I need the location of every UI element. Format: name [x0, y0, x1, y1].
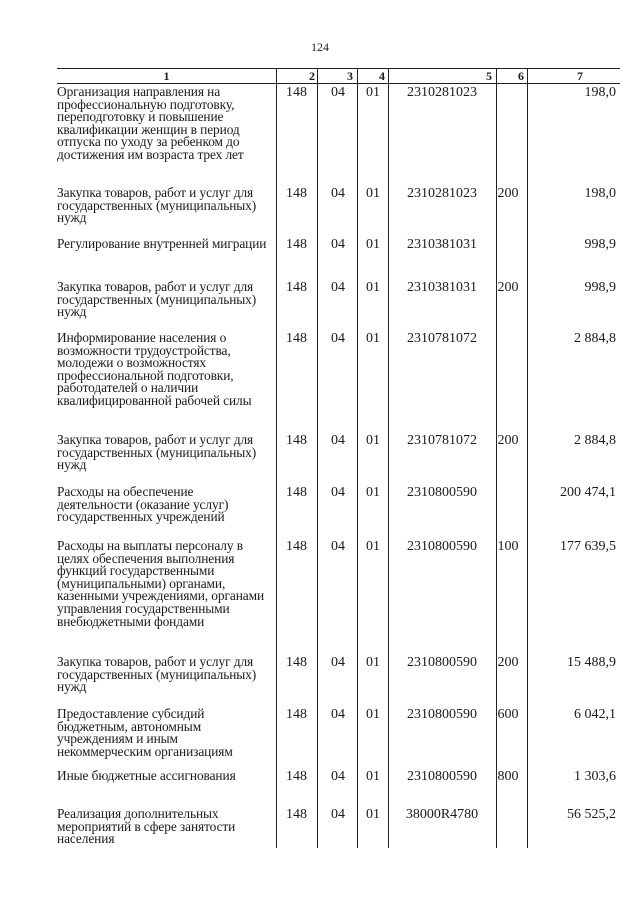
row-col-5: 2310800590 [407, 707, 477, 722]
header-col-7: 7 [577, 69, 583, 83]
row-col-4: 01 [366, 807, 380, 822]
row-col-3: 04 [331, 707, 345, 722]
row-col-3: 04 [331, 85, 345, 100]
row-col-2: 148 [286, 655, 307, 670]
row-col-4: 01 [366, 331, 380, 346]
row-col-3: 04 [331, 539, 345, 554]
row-col-5: 38000R4780 [405, 807, 479, 822]
row-col-6: 200 [497, 433, 519, 448]
row-name: Иные бюджетные ассигнования [57, 768, 236, 783]
row-col-7: 177 639,5 [560, 539, 616, 554]
row-name: Закупка товаров, работ и услуг для государственных (муниципальных) нужд [57, 185, 257, 226]
row-col-5: 2310381031 [407, 237, 477, 252]
header-col-4: 4 [379, 69, 385, 83]
row-col-4: 01 [366, 485, 380, 500]
column-divider [276, 68, 277, 848]
row-col-2: 148 [286, 769, 307, 784]
row-col-3: 04 [331, 807, 345, 822]
row-col-5: 2310800590 [407, 655, 477, 670]
row-col-7: 198,0 [584, 85, 616, 100]
row-col-6: 200 [497, 655, 519, 670]
row-col-2: 148 [286, 186, 307, 201]
row-col-5: 2310281023 [407, 85, 477, 100]
row-col-3: 04 [331, 655, 345, 670]
row-col-3: 04 [331, 769, 345, 784]
row-col-2: 148 [286, 485, 307, 500]
row-col-5: 2310381031 [407, 280, 477, 295]
row-col-5: 2310800590 [407, 539, 477, 554]
column-divider [317, 68, 318, 848]
page-number: 124 [311, 40, 329, 54]
row-col-4: 01 [366, 237, 380, 252]
row-col-7: 198,0 [584, 186, 616, 201]
row-name: Организация направления на профессиональную подготовку, переподготовку и повышение квалификации женщин в период отпуска по уходу за ребенком до достижения им возраста трех лет [57, 84, 244, 162]
header-col-2: 2 [309, 69, 315, 83]
row-name: Предоставление субсидий бюджетным, автономным учреждениям и иным некоммерческим организациям [57, 706, 233, 759]
row-col-3: 04 [331, 237, 345, 252]
row-col-3: 04 [331, 280, 345, 295]
row-col-5: 2310800590 [407, 485, 477, 500]
row-col-7: 2 884,8 [574, 331, 616, 346]
row-col-5: 2310781072 [407, 331, 477, 346]
column-divider [496, 68, 497, 848]
header-col-1: 1 [163, 69, 170, 83]
row-name: Реализация дополнительных мероприятий в сфере занятости населения [57, 806, 236, 847]
row-name: Закупка товаров, работ и услуг для государственных (муниципальных) нужд [57, 432, 257, 473]
row-name: Расходы на обеспечение деятельности (оказание услуг) государственных учреждений [57, 484, 229, 525]
row-col-2: 148 [286, 280, 307, 295]
row-col-2: 148 [286, 539, 307, 554]
row-col-7: 1 303,6 [574, 769, 616, 784]
row-name: Закупка товаров, работ и услуг для государственных (муниципальных) нужд [57, 654, 257, 695]
row-col-4: 01 [366, 707, 380, 722]
row-name: Информирование населения о возможности трудоустройства, молодежи о возможностях профессиональной подготовки, работодателей о наличии квалифицированной рабочей силы [57, 330, 252, 408]
row-col-4: 01 [366, 655, 380, 670]
row-col-4: 01 [366, 186, 380, 201]
row-col-3: 04 [331, 485, 345, 500]
row-col-6: 200 [497, 186, 519, 201]
row-name: Регулирование внутренней миграции [57, 236, 267, 251]
column-divider [527, 68, 528, 848]
row-col-7: 15 488,9 [567, 655, 616, 670]
row-name: Расходы на выплаты персоналу в целях обеспечения выполнения функций государственными (муниципальными) органами, казенными учреждениями, органами управления государственными внебюджетными фондами [57, 538, 265, 629]
column-divider [388, 68, 389, 848]
row-col-7: 998,9 [584, 237, 616, 252]
row-col-2: 148 [286, 707, 307, 722]
row-col-3: 04 [331, 433, 345, 448]
row-col-4: 01 [366, 433, 380, 448]
header-col-3: 3 [347, 69, 353, 83]
row-col-6: 600 [497, 707, 519, 722]
row-col-7: 6 042,1 [574, 707, 616, 722]
row-col-6: 800 [497, 769, 519, 784]
row-col-4: 01 [366, 539, 380, 554]
row-col-4: 01 [366, 769, 380, 784]
row-col-7: 2 884,8 [574, 433, 616, 448]
row-name: Закупка товаров, работ и услуг для государственных (муниципальных) нужд [57, 279, 257, 320]
row-col-2: 148 [286, 237, 307, 252]
row-col-2: 148 [286, 807, 307, 822]
row-col-6: 200 [497, 280, 519, 295]
row-col-5: 2310800590 [407, 769, 477, 784]
row-col-6: 100 [497, 539, 519, 554]
header-col-5: 5 [486, 69, 492, 83]
row-col-2: 148 [286, 433, 307, 448]
row-col-4: 01 [366, 280, 380, 295]
row-col-5: 2310781072 [407, 433, 477, 448]
row-col-7: 998,9 [584, 280, 616, 295]
row-col-7: 200 474,1 [560, 485, 616, 500]
row-col-3: 04 [331, 331, 345, 346]
header-col-6: 6 [518, 69, 524, 83]
row-col-5: 2310281023 [407, 186, 477, 201]
row-col-2: 148 [286, 85, 307, 100]
column-divider [357, 68, 358, 848]
row-col-3: 04 [331, 186, 345, 201]
row-col-7: 56 525,2 [567, 807, 616, 822]
row-col-2: 148 [286, 331, 307, 346]
row-col-4: 01 [366, 85, 380, 100]
